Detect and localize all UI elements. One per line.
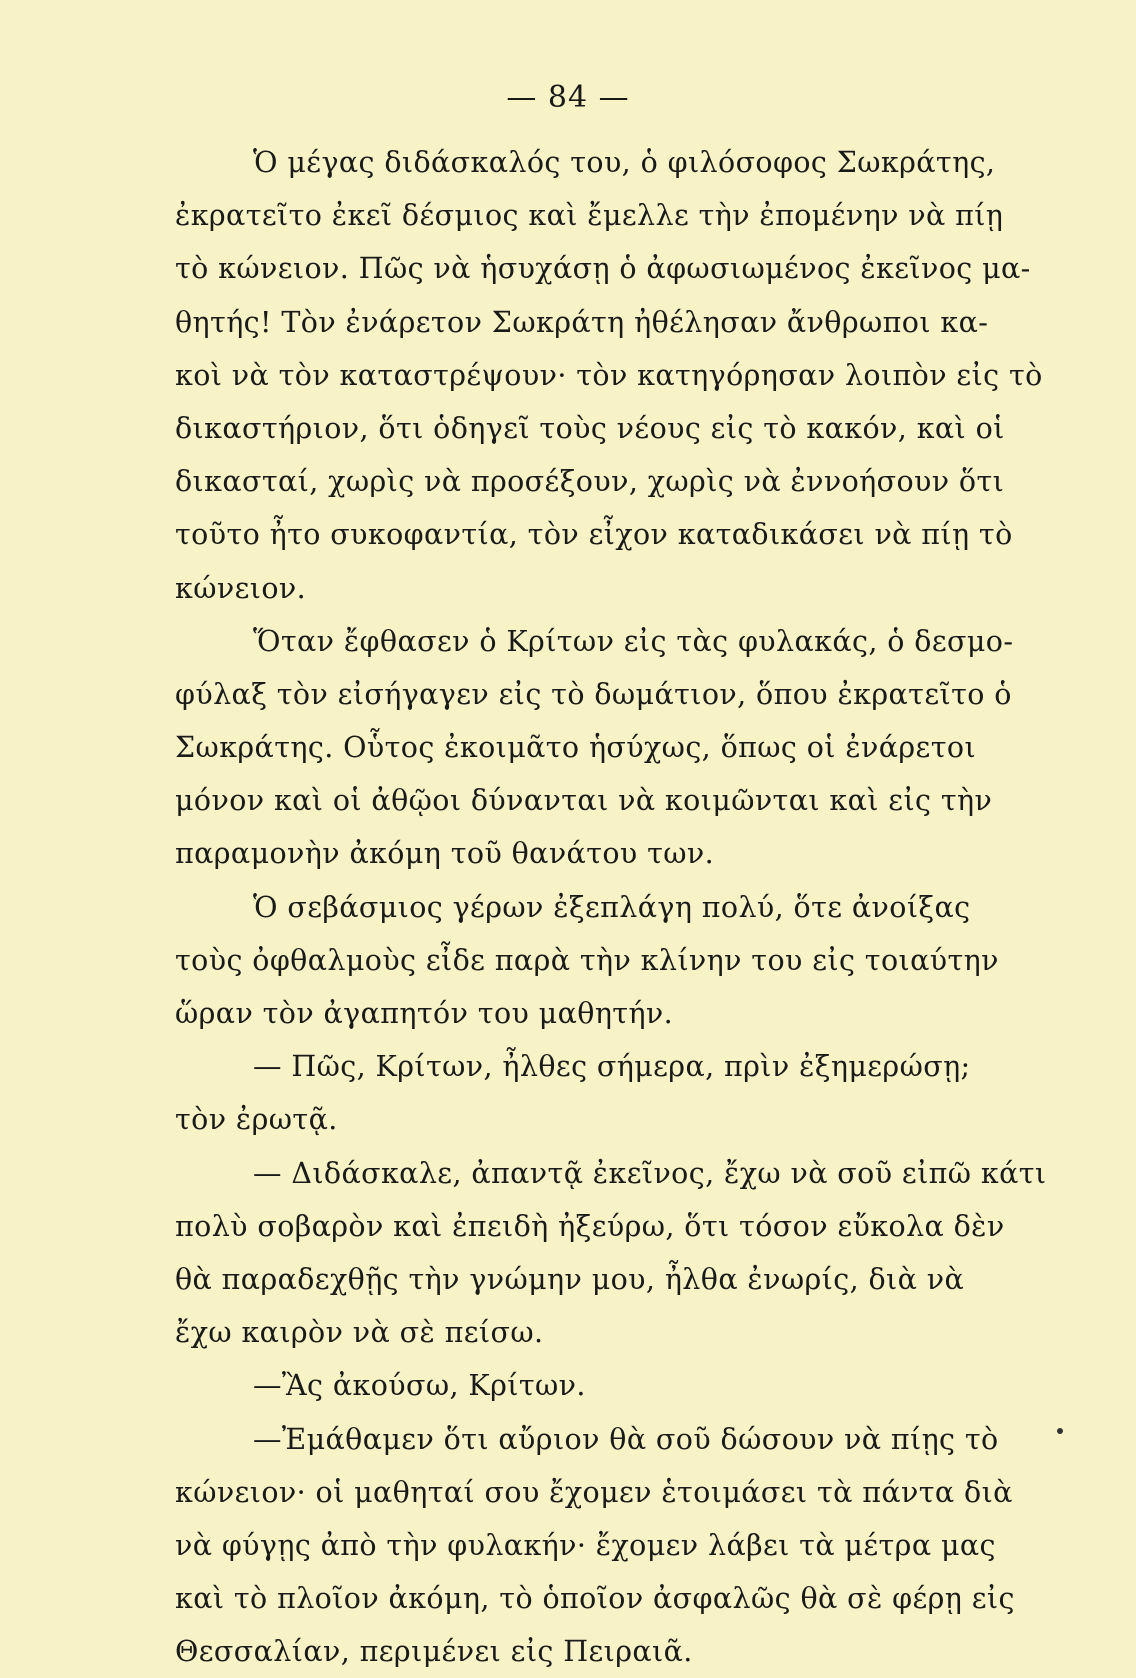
text-line: φύλαξ τὸν εἰσήγαγεν εἰς τὸ δωμάτιον, ὅπου ἐκρατεῖτο ὁ	[175, 677, 1012, 711]
text-line: τοὺς ὀφθαλμοὺς εἶδε παρὰ τὴν κλίνην του εἰς τοιαύτην	[175, 943, 999, 977]
text-line: Σωκράτης. Οὗτος ἐκοιμᾶτο ἡσύχως, ὅπως οἱ ἐνάρετοι	[175, 731, 977, 765]
text-line: θὰ παραδεχθῇς τὴν γνώμην μου, ἦλθα ἐνωρίς, διὰ νὰ	[175, 1262, 965, 1296]
text-line: ὥραν τὸν ἀγαπητόν του μαθητήν.	[175, 997, 674, 1030]
text-line: Θεσσαλίαν, περιμένει εἰς Πειραιᾶ.	[175, 1635, 693, 1669]
page-number: — 84 —	[506, 80, 630, 115]
text-line: κώνειον.	[175, 571, 307, 605]
text-line: μόνον καὶ οἱ ἀθῷοι δύνανται νὰ κοιμῶνται καὶ εἰς τὴν	[175, 784, 993, 818]
text-line: — Πῶς, Κρίτων, ἦλθες σήμερα, πρὶν ἐξημερώσῃ;	[253, 1050, 971, 1084]
text-line: νὰ φύγῃς ἀπὸ τὴν φυλακήν· ἔχομεν λάβει τὰ μέτρα μας	[175, 1528, 996, 1562]
text-line: τοῦτο ἦτο συκοφαντία, τὸν εἶχον καταδικάσει νὰ πίῃ τὸ	[175, 518, 1013, 552]
text-line: πολὺ σοβαρὸν καὶ ἐπειδὴ ἠξεύρω, ὅτι τόσον εὔκολα δὲν	[175, 1209, 1005, 1243]
text-line: δικασταί, χωρὶς νὰ προσέξουν, χωρὶς νὰ ἐννοήσουν ὅτι	[175, 465, 1005, 499]
text-line: κοὶ νὰ τὸν καταστρέψουν· τὸν κατηγόρησαν λοιπὸν εἰς τὸ	[175, 358, 1043, 392]
ink-speck	[1057, 1428, 1063, 1434]
text-line: Ὁ σεβάσμιος γέρων ἐξεπλάγη πολύ, ὅτε ἀνοίξας	[253, 890, 971, 924]
text-line: δικαστήριον, ὅτι ὁδηγεῖ τοὺς νέους εἰς τὸ κακόν, καὶ οἱ	[175, 411, 1005, 445]
text-line: καὶ τὸ πλοῖον ἀκόμη, τὸ ὁποῖον ἀσφαλῶς θὰ σὲ φέρῃ εἰς	[175, 1582, 1015, 1616]
text-line: παραμονὴν ἀκόμη τοῦ θανάτου των.	[175, 837, 715, 871]
text-line: τὸ κώνειον. Πῶς νὰ ἡσυχάσῃ ὁ ἀφωσιωμένος ἐκεῖνος μα-	[175, 252, 1031, 286]
text-line: — Διδάσκαλε, ἀπαντᾷ ἐκεῖνος, ἔχω νὰ σοῦ εἰπῶ κάτι	[253, 1156, 1047, 1190]
text-line: ἐκρατεῖτο ἐκεῖ δέσμιος καὶ ἔμελλε τὴν ἐπομένην νὰ πίῃ	[175, 199, 1004, 233]
body-text	[175, 136, 1047, 1678]
text-line: —Ἐμάθαμεν ὅτι αὔριον θὰ σοῦ δώσουν νὰ πίῃς τὸ	[253, 1422, 999, 1456]
text-line: κώνειον· οἱ μαθηταί σου ἔχομεν ἑτοιμάσει τὰ πάντα διὰ	[175, 1475, 1013, 1509]
text-line: θητής! Τὸν ἐνάρετον Σωκράτη ἠθέλησαν ἄνθρωποι κα-	[175, 305, 989, 339]
text-line: Ὁ μέγας διδάσκαλός του, ὁ φιλόσοφος Σωκράτης,	[253, 146, 996, 179]
text-line: ἔχω καιρὸν νὰ σὲ πείσω.	[175, 1316, 544, 1350]
text-line: —Ἂς ἀκούσω, Κρίτων.	[253, 1369, 586, 1403]
text-line: Ὅταν ἔφθασεν ὁ Κρίτων εἰς τὰς φυλακάς, ὁ δεσμο-	[253, 624, 1014, 658]
text-line: τὸν ἐρωτᾷ.	[175, 1103, 338, 1137]
